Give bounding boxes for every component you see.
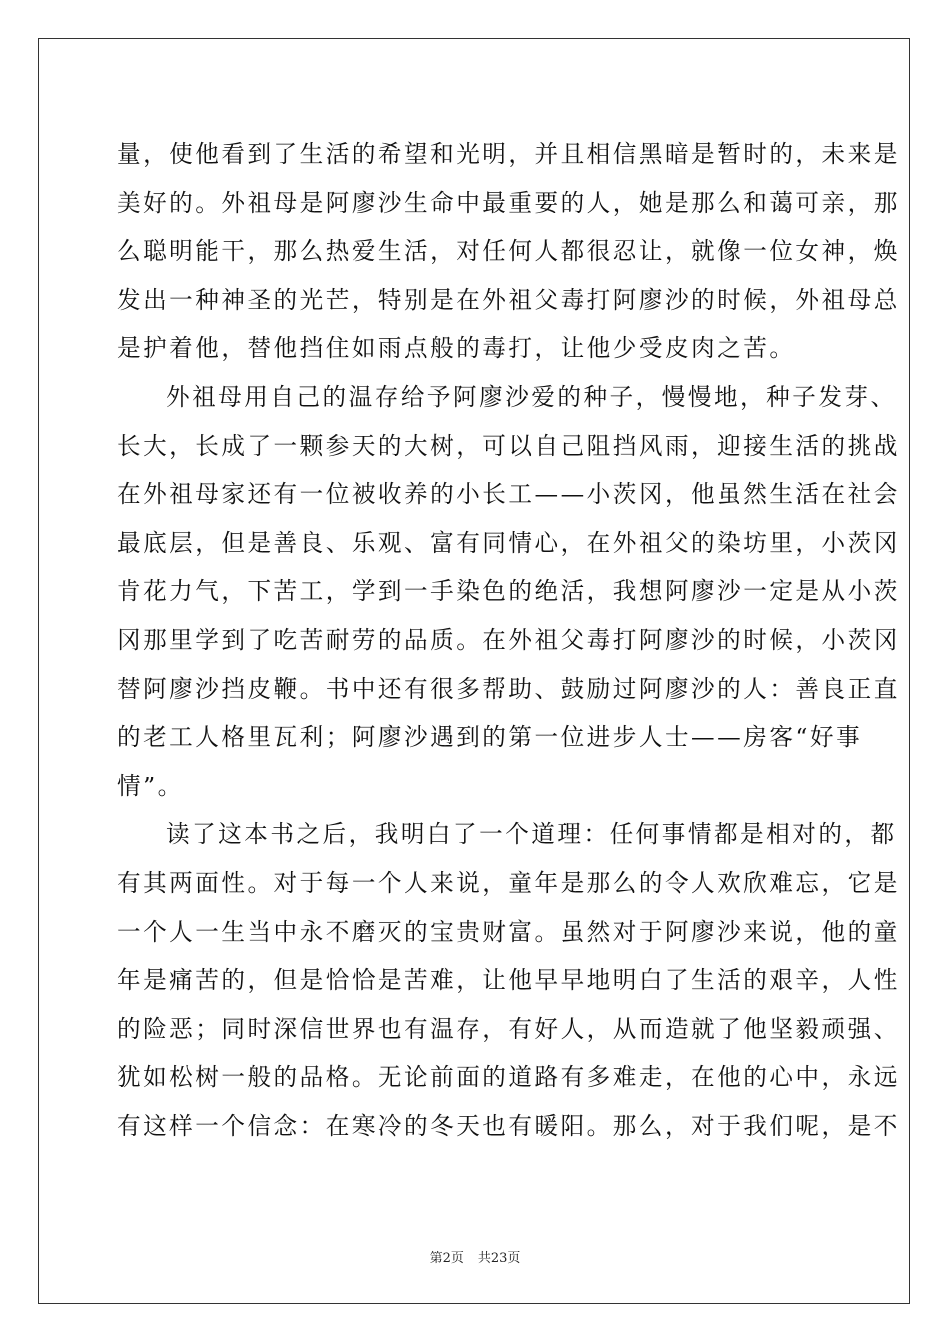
text-line: 情”。 [117,771,184,800]
text-line: 发出一种神圣的光芒，特别是在外祖父毒打阿廖沙的时候，外祖母总 [117,285,900,314]
text-line: 一个人一生当中永不磨灭的宝贵财富。虽然对于阿廖沙来说，他的童 [117,917,900,946]
text-line: 量，使他看到了生活的希望和光明，并且相信黑暗是暂时的，未来是 [117,140,900,168]
text-line: 替阿廖沙挡皮鞭。书中还有很多帮助、鼓励过阿廖沙的人：善良正直 [117,674,900,703]
page-number: 第2页 [429,1251,464,1266]
text-line: 美好的。外祖母是阿廖沙生命中最重要的人，她是那么和蔼可亲，那 [117,188,900,217]
text-line: 是护着他，替他挡住如雨点般的毒打，让他少受皮肉之苦。 [117,334,796,363]
page-total: 共23页 [477,1251,521,1266]
text-line: 的险恶；同时深信世界也有温存，有好人，从而造就了他坚毅顽强、 [117,1014,900,1043]
text-line: 外祖母用自己的温存给予阿廖沙爱的种子，慢慢地，种子发芽、 [166,382,897,411]
document-body [117,130,900,1150]
text-line: 肯花力气，下苦工，学到一手染色的绝活，我想阿廖沙一定是从小茨 [117,577,900,606]
text-line: 读了这本书之后，我明白了一个道理：任何事情都是相对的，都 [166,820,897,849]
page-footer [0,1247,950,1266]
text-line: 有这样一个信念：在寒冷的冬天也有暖阳。那么，对于我们呢，是不 [117,1111,900,1140]
text-line: 的老工人格里瓦利；阿廖沙遇到的第一位进步人士——房客“好事 [117,723,863,752]
text-line: 在外祖母家还有一位被收养的小长工——小茨冈，他虽然生活在社会 [117,480,900,509]
text-line: 年是痛苦的，但是恰恰是苦难，让他早早地明白了生活的艰辛，人性 [117,966,900,995]
text-line: 长大，长成了一颗参天的大树，可以自己阻挡风雨，迎接生活的挑战 [117,431,900,460]
text-line: 有其两面性。对于每一个人来说，童年是那么的令人欢欣难忘，它是 [117,868,900,897]
text-line: 最底层，但是善良、乐观、富有同情心，在外祖父的染坊里，小茨冈 [117,528,900,557]
text-line: 么聪明能干，那么热爱生活，对任何人都很忍让，就像一位女神，焕 [117,237,900,266]
text-line: 犹如松树一般的品格。无论前面的道路有多难走，在他的心中，永远 [117,1063,900,1092]
text-line: 冈那里学到了吃苦耐劳的品质。在外祖父毒打阿廖沙的时候，小茨冈 [117,625,900,654]
